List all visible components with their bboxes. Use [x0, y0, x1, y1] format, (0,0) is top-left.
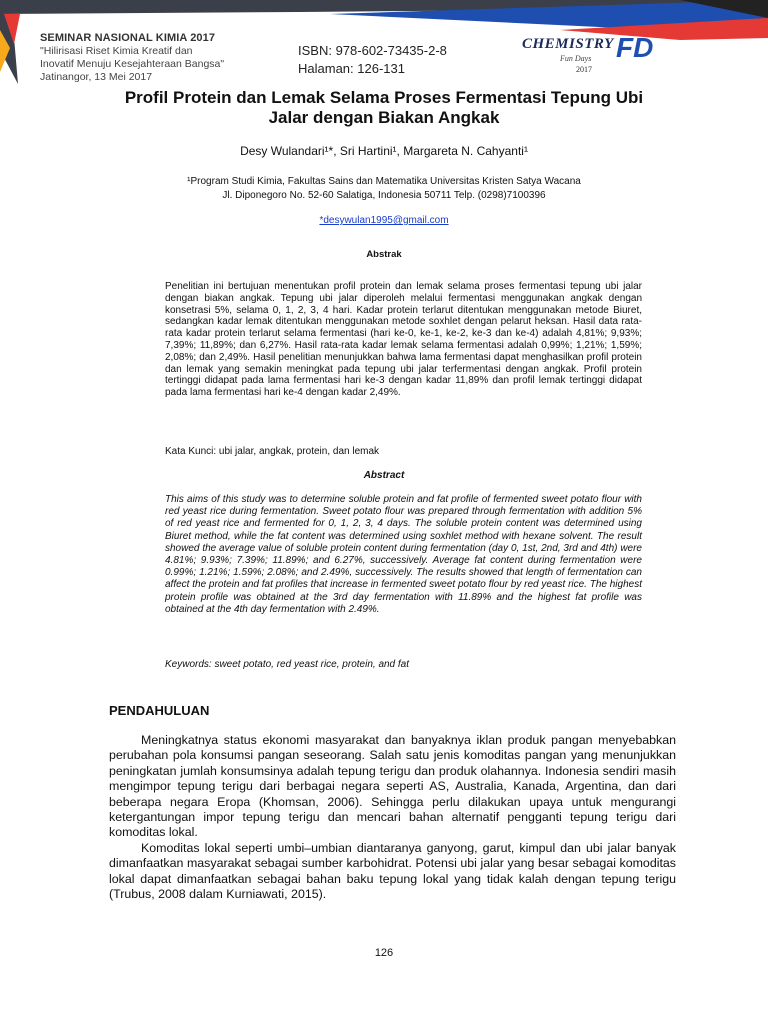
- seminar-title: SEMINAR NASIONAL KIMIA 2017: [40, 32, 216, 44]
- paper-title-line2: Jalar dengan Biakan Angkak: [268, 108, 500, 127]
- abstract-text: This aims of this study was to determine soluble protein and fat profile of fermented sweet potato flour with red yeast rice during fermentation. Sweet potato flour was prepared through fermentation with addition 5% of red yeast rice and fermented for 0, 1, 2, 3, 4 days. The soluble protein content was determined using Biuret method, while the fat content was determined using soxhlet method with hexane solvent. The result showed the average value of soluble protein content during fermentation (day 0, 1st, 2nd, 3rd and 4th) were 4.81%; 9.93%; 7.39%; 11.89%; and 6.27%, successively. Average fat content during fermentation were 0.99%; 1.21%; 1.59%; 2.08%; and 2.49%, successively. The results showed that length of fermentation can affect the protein and fat profiles that increase in fermented sweet potato flour by red yeast rice. The highest protein profile was obtained at the 3rd day fermentation with 11.89% and the highest fat profile was obtained at the 4th day fermentation with 2.49%.: [165, 494, 642, 615]
- page-range: Halaman: 126-131: [298, 60, 405, 76]
- pendahuluan-paragraph-1: Meningkatnya status ekonomi masyarakat dan banyaknya iklan produk pangan menyebabkan perubahan pola konsumsi pangan seseorang. Salah satu jenis komoditas pangan yang menunjukkan peningkatan jumlah konsumsinya adalah tepung terigu dan produk olahannya. Indonesia sendiri masih mengimpor tepung terigu dari berbagai negara seperti AS, Australia, Kanada, Argentina, dan dari beberapa negara Eropa (Khomsan, 2006). Sehingga perlu dilakukan upaya untuk mengurangi ketergantungan impor tepung terigu dan mencari bahan alternatif pengganti tepung terigu dari komoditas lokal.: [109, 733, 676, 840]
- paper-affiliation: [120, 175, 648, 203]
- logo-chemistry-text: CHEMISTRY: [522, 36, 614, 52]
- affiliation-line2: Jl. Diponegoro No. 52-60 Salatiga, Indonesia 50711 Telp. (0298)7100396: [222, 190, 546, 201]
- chemistry-fun-days-logo: [518, 30, 668, 80]
- seminar-theme-line1: "Hilirisasi Riset Kimia Kreatif dan: [40, 45, 193, 58]
- abstract-heading: Abstract: [363, 470, 405, 481]
- abstract-keywords: Keywords: sweet potato, red yeast rice, protein, and fat: [165, 659, 410, 670]
- logo-year-text: 2017: [576, 65, 592, 74]
- isbn-number: ISBN: 978-602-73435-2-8: [298, 43, 447, 58]
- pendahuluan-body: [109, 733, 676, 902]
- pendahuluan-paragraph-2: Komoditas lokal seperti umbi–umbian diantaranya ganyong, garut, kimpul dan ubi jalar banyak dimanfaatkan masyarakat sebagai sumber karbohidrat. Potensi ubi jalar yang besar sebagai komoditas lokal dapat dimanfaatkan sebagai bahan baku tepung lokal yang tidak kalah dengan tepung terigu (Trubus, 2008 dalam Kurniawati, 2015).: [109, 840, 676, 902]
- seminar-place-date: Jatinangor, 13 Mei 2017: [40, 71, 153, 83]
- seminar-info: [40, 32, 300, 84]
- logo-fd-text: FD: [616, 32, 654, 63]
- isbn-block: [298, 42, 447, 77]
- seminar-theme-line2: Inovatif Menuju Kesejahteraan Bangsa": [40, 58, 225, 71]
- paper-title: [60, 88, 708, 128]
- affiliation-line1: ¹Program Studi Kimia, Fakultas Sains dan Matematika Universitas Kristen Satya Wacana: [187, 176, 581, 187]
- pendahuluan-heading: PENDAHULUAN: [109, 703, 210, 718]
- author-email-link[interactable]: *desywulan1995@gmail.com: [319, 215, 449, 226]
- abstrak-text: Penelitian ini bertujuan menentukan profil protein dan lemak selama proses fermentasi tepung ubi jalar dengan biakan angkak. Tepung ubi jalar diperoleh melalui fermentasi menggunakan angkak dengan konsetrasi 5%, selama 0, 1, 2, 3, 4 hari. Kadar protein terlarut ditentukan menggunakan metode Biuret, sedangkan kadar lemak ditentukan menggunakan metode soxhlet dengan pelarut heksan. Hasil data rata-rata kadar protein terlarut selama fermentasi (hari ke-0, ke-1, ke-2, ke-3 dan ke-4) adalah 4,81%; 9,93%; 7,39%; 11,89%; dan 6,27%. Hasil rata-rata kadar lemak selama fermentasi adalah 0,99%; 1,21%; 1,59%; 2,08%; dan 2,49%. Hasil penelitian menunjukkan bahwa lama fermentasi dapat menghasilkan profil protein dan lemak yang semakin meningkat pada tepung ubi jalar terfermentasi dengan angkak. Profil protein tertinggi didapat pada lama fermentasi hari ke-3 dengan kadar 11,89% dan profil lemak tertinggi didapat pada lama fermentasi hari ke-4 dengan kadar 2,49%.: [165, 281, 642, 399]
- abstrak-heading: Abstrak: [366, 249, 402, 260]
- paper-authors: Desy Wulandari¹*, Sri Hartini¹, Margareta N. Cahyanti¹: [240, 144, 528, 158]
- paper-title-line1: Profil Protein dan Lemak Selama Proses Fermentasi Tepung Ubi: [124, 88, 644, 107]
- logo-fun-days-text: Fun Days: [560, 54, 592, 63]
- page-number: 126: [374, 947, 394, 959]
- abstrak-keywords: Kata Kunci: ubi jalar, angkak, protein, dan lemak: [165, 446, 380, 457]
